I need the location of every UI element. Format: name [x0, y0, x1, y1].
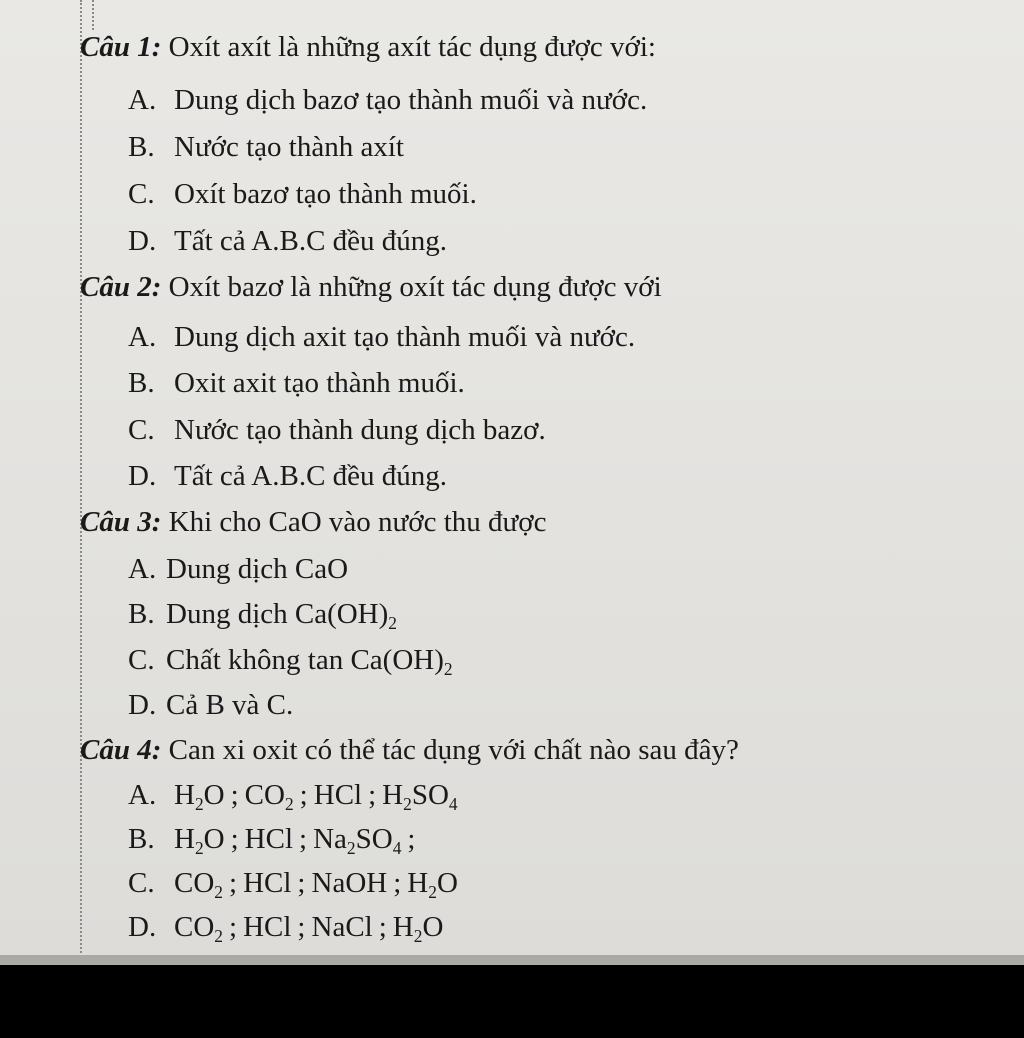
formula-separator: ; [299, 779, 308, 811]
question-1-option-c [128, 177, 477, 211]
option-letter: A. [128, 84, 157, 116]
question-3-option-a [128, 552, 348, 586]
formula-list [174, 911, 444, 947]
option-letter: B. [128, 598, 155, 630]
option-letter: C. [128, 414, 155, 446]
question-2-option-c [128, 413, 546, 447]
option-subscript: 2 [388, 613, 397, 634]
question-1-option-d [128, 224, 447, 258]
question-2-prompt [80, 270, 662, 304]
formula-separator: ; [368, 779, 377, 811]
option-letter: A. [128, 779, 157, 811]
option-text: Dung dịch CaO [166, 553, 349, 585]
option-letter: D. [128, 689, 157, 721]
formula-separator: ; [230, 779, 239, 811]
option-letter: D. [128, 225, 157, 257]
question-2-option-a [128, 320, 635, 354]
screen-bottom-edge [0, 955, 1024, 965]
option-letter: B. [128, 131, 155, 163]
option-letter: A. [128, 321, 157, 353]
option-letter: B. [128, 823, 155, 855]
option-text: Dung dịch axit tạo thành muối và nước. [174, 321, 636, 353]
question-3-option-d [128, 688, 293, 722]
formula-separator: ; [297, 867, 306, 899]
question-1-text: Oxít axít là những axít tác dụng được với: [161, 31, 656, 63]
chemical-formula: HCl [243, 911, 292, 943]
option-text: Nước tạo thành dung dịch bazơ. [174, 414, 546, 446]
option-text: Dung dịch Ca(OH) [166, 598, 389, 630]
question-4-option-c [128, 866, 458, 903]
question-4-option-a [128, 778, 458, 815]
option-text: Oxit axit tạo thành muối. [174, 367, 465, 399]
question-2-label: Câu 2: [80, 271, 162, 303]
question-3-option-b [128, 597, 397, 634]
chemical-formula: HCl [313, 779, 363, 811]
question-2-text: Oxít bazơ là những oxít tác dụng được với [161, 271, 662, 303]
formula-separator: ; [229, 867, 238, 899]
option-text: Chất không tan Ca(OH) [166, 644, 444, 676]
question-1-option-a [128, 83, 647, 117]
margin-guide-line-top [92, 0, 94, 30]
option-letter: C. [128, 644, 155, 676]
question-2-option-d [128, 459, 447, 493]
formula-separator: ; [229, 911, 238, 943]
option-letter: B. [128, 367, 155, 399]
question-1-label: Câu 1: [80, 31, 162, 63]
option-subscript: 2 [443, 659, 453, 680]
option-letter: D. [128, 911, 157, 943]
chemical-formula: $H_2SO_4$ [382, 779, 458, 815]
chemical-formula: $CO_2$ [244, 779, 294, 815]
option-letter: C. [128, 867, 155, 899]
formula-separator: ; [297, 911, 306, 943]
question-3-text: Khi cho CaO vào nước thu được [161, 506, 547, 538]
option-letter: C. [128, 178, 155, 210]
formula-separator: ; [407, 823, 416, 855]
question-2-option-b [128, 366, 465, 400]
option-letter: A. [128, 553, 157, 585]
formula-list [174, 867, 458, 903]
question-3-option-c [128, 643, 453, 680]
question-4-label: Câu 4: [80, 734, 162, 766]
question-1-option-b [128, 130, 404, 164]
chemical-formula: $H_2O$ [174, 779, 225, 815]
formula-list [174, 779, 458, 815]
chemical-formula: $H_2O$ [392, 911, 444, 947]
question-4-option-d [128, 910, 444, 947]
question-4-option-b [128, 822, 421, 859]
formula-separator: ; [393, 867, 402, 899]
chemical-formula: $CO_2$ [174, 911, 223, 947]
option-text: Nước tạo thành axít [174, 131, 404, 163]
question-1-prompt [80, 30, 656, 64]
chemical-formula: $H_2O$ [407, 867, 458, 903]
option-text: Tất cả A.B.C đều đúng. [174, 460, 448, 492]
formula-list [174, 823, 421, 859]
chemical-formula: NaCl [311, 911, 373, 943]
formula-separator: ; [299, 823, 308, 855]
option-text: Oxít bazơ tạo thành muối. [174, 178, 477, 210]
formula-separator: ; [378, 911, 387, 943]
formula-separator: ; [230, 823, 239, 855]
chemical-formula: $Na_2SO_4$ [313, 823, 402, 859]
chemical-formula: $H_2O$ [174, 823, 225, 859]
option-text: Cả B và C. [166, 689, 294, 721]
option-letter: D. [128, 460, 157, 492]
question-4-prompt [80, 733, 739, 767]
chemical-formula: HCl [244, 823, 294, 855]
margin-guide-line [80, 0, 82, 965]
chemical-formula: NaOH [311, 867, 388, 899]
black-bottom-band [0, 965, 1024, 1038]
option-text: Tất cả A.B.C đều đúng. [174, 225, 448, 257]
option-text: Dung dịch bazơ tạo thành muối và nước. [174, 84, 648, 116]
question-3-prompt [80, 505, 546, 539]
chemical-formula: $CO_2$ [174, 867, 223, 903]
question-3-label: Câu 3: [80, 506, 162, 538]
chemical-formula: HCl [243, 867, 292, 899]
question-4-text: Can xi oxit có thể tác dụng với chất nào sau đây? [161, 734, 739, 766]
